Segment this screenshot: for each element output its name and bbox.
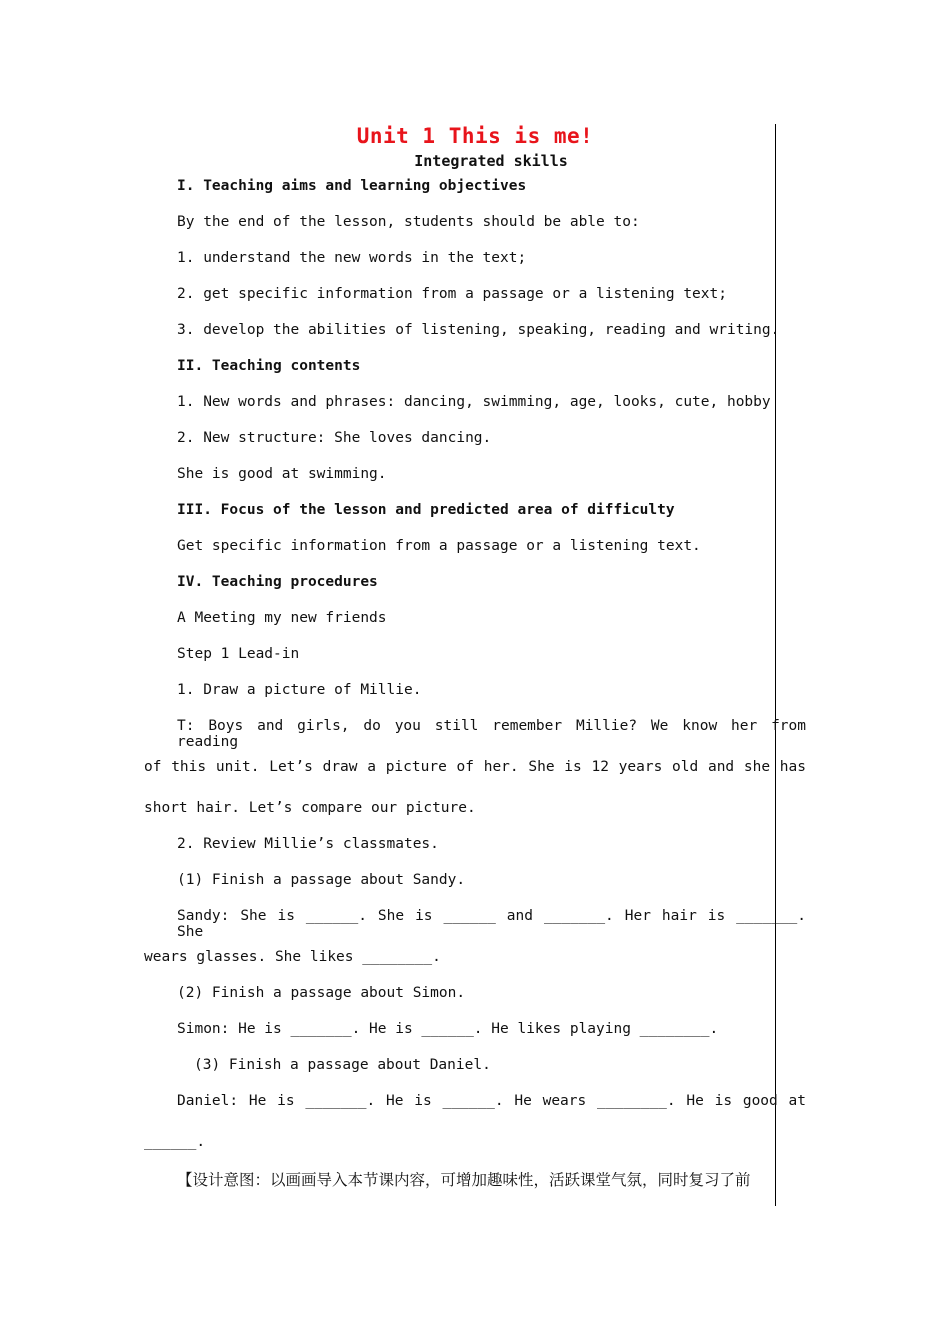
sandy-exercise-line: wears glasses. She likes ________. [144,949,441,965]
simon-exercise: Simon: He is _______. He is ______. He likes playing ________. [177,1021,719,1037]
margin-rule [775,124,776,1206]
content-item: She is good at swimming. [177,466,387,482]
section-3-text: Get specific information from a passage or a listening text. [177,538,701,554]
daniel-exercise-line: ______. [144,1134,206,1150]
section-1-intro: By the end of the lesson, students should be able to: [177,214,640,230]
design-note: 【设计意图：以画画导入本节课内容，可增加趣味性，活跃课堂气氛，同时复习了前 [177,1171,751,1189]
section-2-heading: II. Teaching contents [177,358,361,374]
daniel-exercise-line: Daniel: He is _______. He is ______. He wears ________. He is good at [177,1093,806,1109]
daniel-heading: (3) Finish a passage about Daniel. [194,1057,491,1073]
sandy-exercise-line: Sandy: She is ______. She is ______ and _______. Her hair is _______. She [177,908,806,940]
teacher-paragraph-line: T: Boys and girls, do you still remember Millie? We know her from reading [177,718,806,750]
procedure-line: 1. Draw a picture of Millie. [177,682,422,698]
section-4-heading: IV. Teaching procedures [177,574,378,590]
content-item: 1. New words and phrases: dancing, swimming, age, looks, cute, hobby [177,394,771,410]
unit-title: Unit 1 This is me! [356,124,594,148]
procedure-line: A Meeting my new friends [177,610,387,626]
simon-heading: (2) Finish a passage about Simon. [177,985,466,1001]
section-3-heading: III. Focus of the lesson and predicted area of difficulty [177,502,675,518]
teacher-paragraph-line: short hair. Let’s compare our picture. [144,800,476,816]
objective-item: 2. get specific information from a passage or a listening text; [177,286,727,302]
review-line: (1) Finish a passage about Sandy. [177,872,466,888]
review-line: 2. Review Millie’s classmates. [177,836,439,852]
objective-item: 1. understand the new words in the text; [177,250,527,266]
procedure-line: Step 1 Lead-in [177,646,300,662]
teacher-paragraph-line: of this unit. Let’s draw a picture of her. She is 12 years old and she has [144,759,806,775]
content-item: 2. New structure: She loves dancing. [177,430,492,446]
section-1-heading: I. Teaching aims and learning objectives [177,178,527,194]
lesson-subtitle: Integrated skills [414,152,568,170]
objective-item: 3. develop the abilities of listening, speaking, reading and writing. [177,322,780,338]
